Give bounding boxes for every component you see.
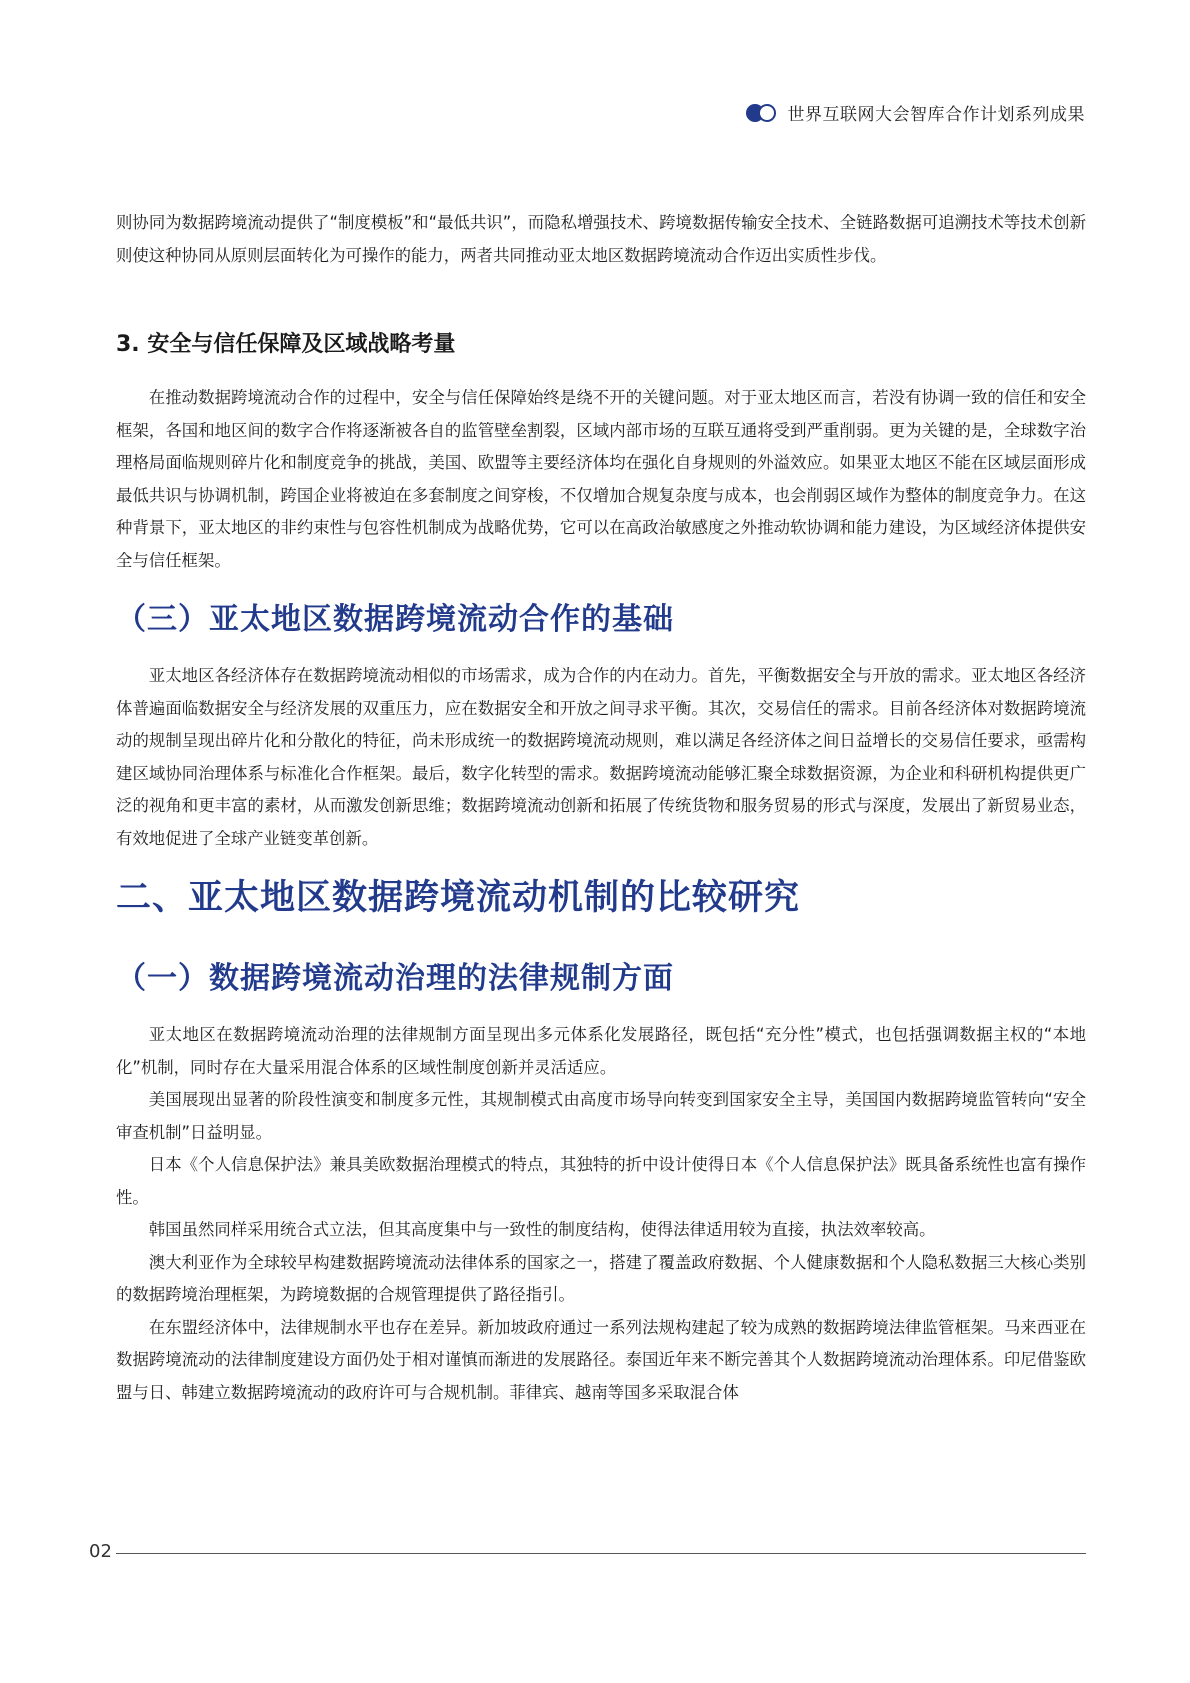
chapter-heading: [116, 870, 1086, 920]
paragraph-text: 亚太地区各经济体存在数据跨境流动相似的市场需求，成为合作的内在动力。首先，平衡数据安全与开放的需求。亚太地区各经济体普遍面临数据安全与经济发展的双重压力，应在数据安全和开放之间寻求平衡。其次，交易信任的需求。目前各经济体对数据跨境流动的规制呈现出碎片化和分散化的特征，尚未形成统一的数据跨境流动规则，难以满足各经济体之间日益增长的交易信任要求，亟需构建区域协同治理体系与标准化合作框架。最后，数字化转型的需求。数据跨境流动能够汇聚全球数据资源，为企业和科研机构提供更广泛的视角和更丰富的素材，从而激发创新思维；数据跨境流动创新和拓展了传统货物和服务贸易的形式与深度，发展出了新贸易业态，有效地促进了全球产业链变革创新。: [116, 666, 1086, 848]
paragraph-text: 则协同为数据跨境流动提供了“制度模板”和“最低共识”，而隐私增强技术、跨境数据传输安全技术、全链路数据可追溯技术等技术创新则使这种协同从原则层面转化为可操作的能力，两者共同推动亚太地区数据跨境流动合作迈出实质性步伐。: [116, 213, 1086, 265]
header-title: 世界互联网大会智库合作计划系列成果: [787, 105, 1085, 125]
paragraph-legal-korea: 韩国虽然同样采用统合式立法，但其高度集中与一致性的制度结构，使得法律适用较为直接，执法效率较高。: [148, 1220, 936, 1239]
section-heading-security: [116, 327, 1086, 358]
legal-paragraphs: [116, 1019, 1086, 1409]
paragraph-legal-overview: 亚太地区在数据跨境流动治理的法律规制方面呈现出多元体系化发展路径，既包括“充分性”模式，也包括强调数据主权的“本地化”机制，同时存在大量采用混合体系的区域性制度创新并灵活适应。: [116, 1025, 1086, 1077]
paragraph-text: 在推动数据跨境流动合作的过程中，安全与信任保障始终是绕不开的关键问题。对于亚太地区而言，若没有协调一致的信任和安全框架，各国和地区间的数字合作将逐渐被各自的监管壁垒割裂，区域内部市场的互联互通将受到严重削弱。更为关键的是，全球数字治理格局面临规则碎片化和制度竞争的挑战，美国、欧盟等主要经济体均在强化自身规则的外溢效应。如果亚太地区不能在区域层面形成最低共识与协调机制，跨国企业将被迫在多套制度之间穿梭，不仅增加合规复杂度与成本，也会削弱区域作为整体的制度竞争力。在这种背景下，亚太地区的非约束性与包容性机制成为战略优势，它可以在高政治敏感度之外推动软协调和能力建设，为区域经济体提供安全与信任框架。: [116, 388, 1086, 570]
paragraph-legal-us: 美国展现出显著的阶段性演变和制度多元性，其规制模式由高度市场导向转变到国家安全主导，美国国内数据跨境监管转向“安全审查机制”日益明显。: [116, 1090, 1086, 1142]
section-heading-foundation: [116, 594, 1086, 638]
paragraph-legal-asean: 在东盟经济体中，法律规制水平也存在差异。新加坡政府通过一系列法规构建起了较为成熟的数据跨境法律监管框架。马来西亚在数据跨境流动的法律制度建设方面仍处于相对谨慎而渐进的发展路径。泰国近年来不断完善其个人数据跨境流动治理体系。印尼借鉴欧盟与日、韩建立数据跨境流动的政府许可与合规机制。菲律宾、越南等国多采取混合体: [116, 1317, 1086, 1402]
paragraph-security: [116, 382, 1086, 577]
paragraph-foundation: [116, 660, 1086, 855]
section-heading-legal: [116, 953, 1086, 997]
heading-text: 二、亚太地区数据跨境流动机制的比较研究: [116, 878, 801, 918]
heading-text: 3. 安全与信任保障及区域战略考量: [116, 332, 456, 357]
footer-divider: [116, 1553, 1086, 1554]
page-header: [746, 100, 1086, 125]
heading-text: （一）数据跨境流动治理的法律规制方面: [116, 961, 674, 996]
paragraph-intro: [116, 207, 1086, 272]
paragraph-legal-australia: 澳大利亚作为全球较早构建数据跨境流动法律体系的国家之一，搭建了覆盖政府数据、个人健康数据和个人隐私数据三大核心类别的数据跨境治理框架，为跨境数据的合规管理提供了路径指引。: [116, 1252, 1086, 1304]
heading-text: （三）亚太地区数据跨境流动合作的基础: [116, 602, 674, 637]
page-number: 02: [89, 1541, 112, 1562]
paragraph-legal-japan: 日本《个人信息保护法》兼具美欧数据治理模式的特点，其独特的折中设计使得日本《个人信息保护法》既具备系统性也富有操作性。: [116, 1155, 1086, 1207]
series-logo-icon: [746, 104, 778, 122]
